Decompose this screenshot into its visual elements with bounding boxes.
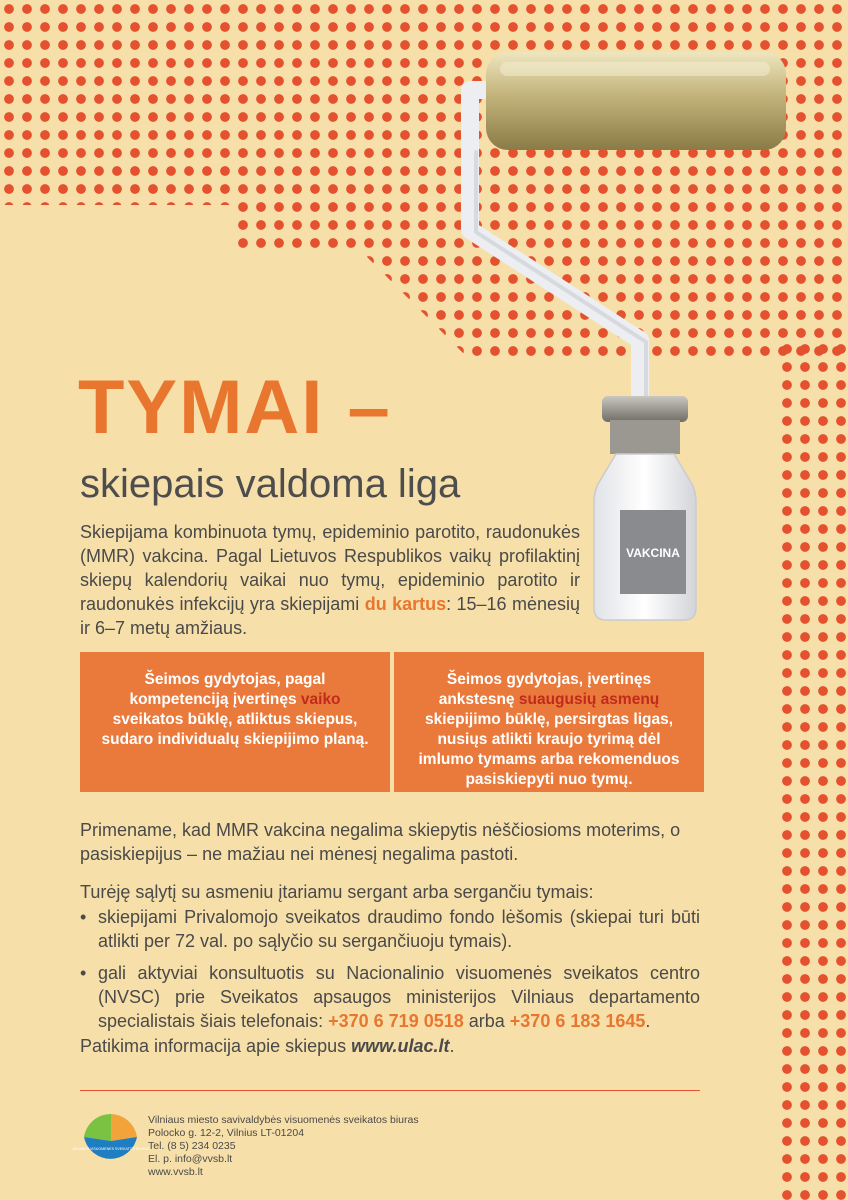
info-line [80, 1036, 455, 1057]
box-highlight: suaugusių asmenų [518, 691, 660, 708]
bullet-text: . [645, 1011, 651, 1031]
roller-handle [470, 150, 640, 400]
info-boxes [80, 652, 704, 792]
info-box-adult [394, 652, 704, 792]
info-text-end: . [449, 1036, 455, 1056]
footer-phone: Tel. (8 5) 234 0235 [148, 1140, 236, 1152]
intro-text: Skiepijama kombinuota tymų, epideminio parotito, raudonukės (MMR) vakcina. Pagal Lietuvos Respublikos vaikų profilaktinį skiepų kalendorių vaikai nuo tymų, epideminio parotito ir raudonukės infekcijų yra skiepijami [80, 522, 580, 614]
page-title: TYMAI – [78, 365, 392, 450]
info-text: Patikima informacija apie skiepus [80, 1036, 352, 1056]
info-box-child [80, 652, 390, 792]
intro-text-end: : 15–16 mėnesių ir 6–7 metų amžiaus. [80, 594, 580, 638]
page-subtitle: skiepais valdoma liga [80, 462, 461, 506]
phone-number: +370 6 719 0518 [328, 1011, 464, 1031]
phone-number: +370 6 183 1645 [509, 1011, 646, 1031]
footer-org: Vilniaus miesto savivaldybės visuomenės sveikatos biuras [148, 1114, 419, 1126]
list-item: • skiepijami Privalomojo sveikatos draudimo fondo lėšomis (skiepai turi būti atlikti per 72 val. po sąlyčio su sergančiuoju tymais). [80, 905, 700, 953]
divider [80, 1090, 700, 1091]
box-text-end: skiepijimo būklę, persirgtas ligas, nusiųs atlikti kraujo tyrimą dėl imlumo tymams arba rekomenduos pasiskiepyti nuo tymų. [418, 711, 680, 788]
info-link[interactable]: www.ulac.lt [351, 1036, 450, 1056]
bullet-text: arba [463, 1011, 510, 1031]
contact-intro: Turėję sąlytį su asmeniu įtariamu sergant arba sergančiu tymais: [80, 882, 594, 902]
footer-contacts [148, 1114, 419, 1179]
contact-list [80, 905, 700, 1041]
logo-text: VILNIAUS VISUOMENĖS SVEIKATOS BIURAS [72, 1147, 150, 1151]
intro-highlight: du kartus [364, 594, 447, 614]
bullet-text: gali aktyviai konsultuotis su Nacionalinio visuomenės sveikatos centro (NVSC) prie Sveikatos apsaugos ministerijos Vilniaus departamento specialistais šiais telefonais: [98, 963, 700, 1031]
vial-label-text: VAKCINA [626, 546, 680, 560]
intro-paragraph [80, 520, 580, 640]
vial-neck [610, 420, 680, 454]
footer-web[interactable]: www.vvsb.lt [148, 1166, 203, 1178]
box-highlight: vaiko [300, 691, 341, 708]
vvsb-logo [72, 1112, 150, 1170]
box-text-end: sveikatos būklę, atliktus skiepus, sudaro individualų skiepijimo planą. [101, 711, 369, 748]
footer-address: Polocko g. 12-2, Vilnius LT-01204 [148, 1127, 305, 1139]
box-text: Šeimos gydytojas, įvertinęs ankstesnę [438, 671, 652, 708]
pregnancy-note: Primename, kad MMR vakcina negalima skiepytis nėščiosioms moterims, o pasiskiepijus – ne mažiau nei mėnesį negalima pastoti. [80, 820, 681, 864]
box-text: Šeimos gydytojas, pagal kompetenciją įvertinęs [129, 671, 326, 708]
footer-email: El. p. info@vvsb.lt [148, 1153, 233, 1165]
vial-cap [602, 396, 688, 422]
list-item [80, 961, 700, 1033]
